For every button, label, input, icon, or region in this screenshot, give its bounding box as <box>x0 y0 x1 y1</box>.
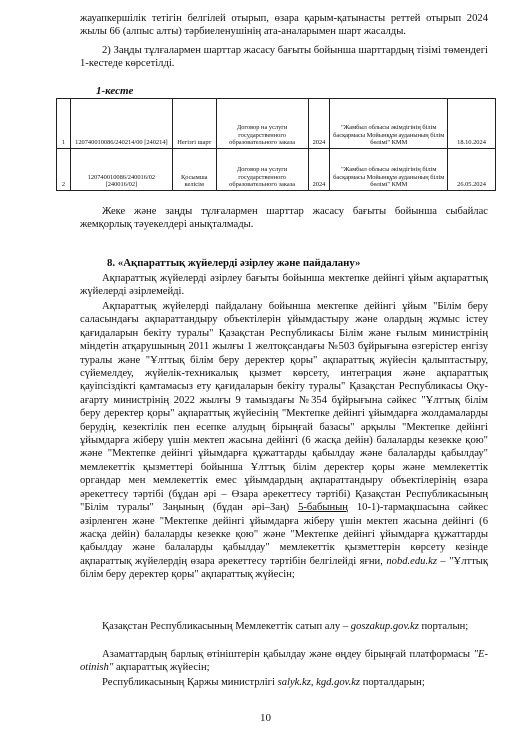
table-cell-num: 1 <box>57 99 71 149</box>
table-cell-code: 120740010086/240016/02 [240016/02] <box>70 149 172 191</box>
paragraph-eotinish <box>80 648 488 675</box>
table-caption: 1-кесте <box>96 85 134 97</box>
paragraph-goszakup <box>80 620 488 633</box>
paragraph-finance-portals <box>80 676 488 689</box>
paragraph-text: ақпараттық жүйесін; <box>113 662 210 674</box>
paragraph-no-risks: Жеке және заңды тұлғалармен шарттар жасасу бағыты бойынша сыбайлас жемқорлық тәуекелдері анықталмады. <box>80 206 488 231</box>
article-link[interactable]: 5-бабының <box>298 502 348 514</box>
table-cell-service: Договор на услуги государственного образовательного заказа <box>216 99 308 149</box>
paragraph-text: – "Ұлттық білім беру деректер қоры" ақпараттық жүйесін; <box>80 555 489 581</box>
site-name-nobd: nobd.edu.kz <box>386 555 437 567</box>
table-cell-service: Договор на услуги государственного образовательного заказа <box>216 149 308 191</box>
table-cell-basis: Қосымша келісім <box>172 149 216 191</box>
contracts-table <box>56 98 496 191</box>
paragraph-text: 10-1)-тармақшасына сәйкес әзірленген және "Мектепке дейінгі ұйымдарға жіберу үшін мектеп жасына дейінгі (6 жасқа дейін) балаларды кезекке қою" және "Мектепке дейінгі ұйымдарға құжаттарды қабылдау және балаларды қабылдау" мемлекеттік қызметтерін көрсету кезінде ақпараттық жүйелердің өзара әрекеттесу тәртібін белгілейді яғни, <box>80 502 488 567</box>
table-cell-org: "Жамбыл облысы әкімдігінің білім басқармасы Мойынқұм ауданының білім бөлімі" КММ <box>330 99 448 149</box>
table-cell-org: "Жамбыл облысы әкімдігінің білім басқармасы Мойынқұм ауданының білім бөлімі" КММ <box>330 149 448 191</box>
paragraph-text: Республикасының Қаржы министрлігі <box>102 677 278 688</box>
table-cell-year: 2024 <box>308 99 330 149</box>
table-cell-num: 2 <box>57 149 71 191</box>
site-name-eotinish: "E-otinish" <box>80 649 488 674</box>
paragraph-text: порталын; <box>418 621 469 632</box>
paragraph-text: порталдарын; <box>360 677 425 688</box>
page-number: 10 <box>260 712 271 724</box>
paragraph-is-usage <box>80 300 488 582</box>
paragraph-text: Ақпараттық жүйелерді пайдалану бойынша мектепке дейінгі ұйым "Білім беру саласындағы ақпараттандыру объектілерін ұйымдастыру және олардың жұмыс істеу қағидаларын бекіту туралы" Қазақстан Республикасы Білім және ғылым министрінің міндетін атқарушының 2011 жылғы 1 желтоқсандағы №503 бұйрығына өзгерістер енгізу туралы және "Ұлттық білім беру деректер қоры" ақпараттық жүйесін қалыптастыру, сүйемелдеу, жүйелік-техникалық қызмет көрсету, интеграция және ақпараттық қауіпсіздікті қамтамасыз ету қағидаларын бекіту туралы" Қазақстан Республикасы Оқу-ағарту министрінің 2022 жылғы 9 тамыздағы №354 бұйрығына сәйкес "Ұлттық білім беру деректер қоры" ақпараттық жүйесінің "Мектепке дейінгі ұйымдарға жолдамаларды берудің, кезектілік пен есепке алудың бірыңғай базасы" арқылы "Мектепке дейінгі ұйымдарға жіберу үшін мектеп жасына дейінгі (6 жасқа дейін) балаларды кезекке қою" және "Мектепке дейінгі ұйымдарға құжаттарды қабылдау және балаларды қабылдау" мемлекеттік қызметтері бойынша Ұлттық білім деректер қоры және мемлекеттік органдар мен мемлекеттік емес ұйымдардың ақпараттандыру объектілерінің өзара әрекеттесу тәртібі (бұдан әрі – Өзара әрекеттесу тәртібі) Қазақстан Республикасының "Білім туралы" Заңының (бұдан әрі–Заң) <box>80 301 488 514</box>
table-row <box>57 149 496 191</box>
table-cell-basis: Негізгі шарт <box>172 99 216 149</box>
paragraph-is-development: Ақпараттық жүйелерді әзірлеу бағыты бойынша мектепке дейінгі ұйым ақпараттық жүйелерді әзірлемейді. <box>80 273 488 298</box>
paragraph-legal-entities: 2) Заңды тұлғалармен шарттар жасасу бағыты бойынша шарттардың тізімі төмендегі 1-кестеде көрсетілді. <box>80 45 488 70</box>
paragraph-text: Қазақстан Республикасының Мемлекеттік сатып алу – <box>102 621 351 632</box>
site-name-salyk: salyk.kz, kgd.gov.kz <box>277 677 361 688</box>
table-cell-year: 2024 <box>308 149 330 191</box>
paragraph-text: Азаматтардың барлық өтініштерін қабылдау және өңдеу бірыңғай платформасы <box>102 649 474 660</box>
table-cell-code: 120740010086/240214/00 [240214] <box>70 99 172 149</box>
table-cell-date: 18.10.2024 <box>448 99 496 149</box>
section-heading: 8. «Ақпараттық жүйелерді әзірлеу және пайдалану» <box>107 257 361 269</box>
table-row <box>57 99 496 149</box>
paragraph-contracts-parents: жауапкершілік тетігін белгілей отырып, өзара қарым-қатынасты реттей отырып 2024 жылы 66 (алпыс алты) тәрбиеленушінің ата-аналарымен шарт жасалды. <box>80 13 488 38</box>
table-cell-date: 26.05.2024 <box>448 149 496 191</box>
site-name-goszakup: goszakup.gov.kz <box>350 621 419 632</box>
